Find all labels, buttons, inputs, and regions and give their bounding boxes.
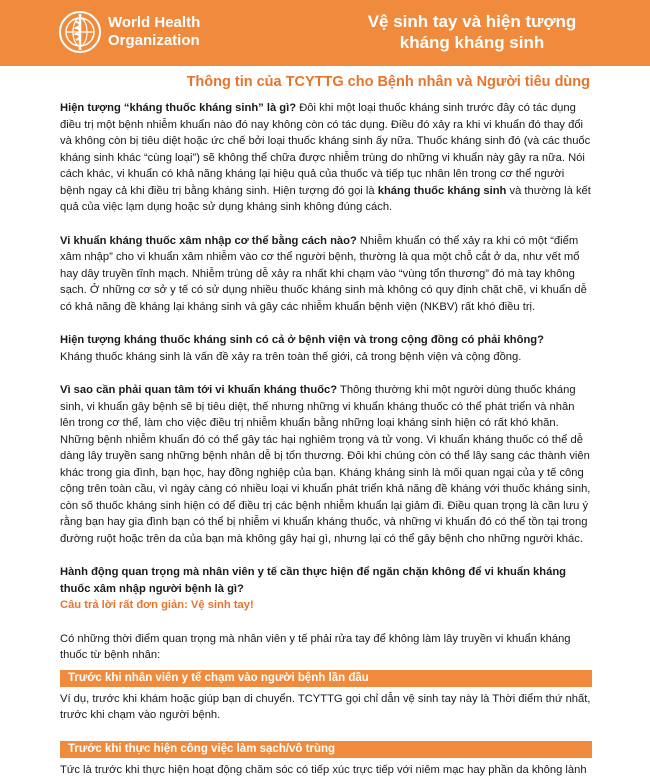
answer-text: Thông thường khi một người dùng thuốc kháng sinh, vi khuẩn gây bệnh sẽ bị tiêu diệt, thế nhưng những vi khuẩn kháng thuốc có thể phát triển và nhân lên trong cơ thể, làm cho việc điều trị nhiễm khuẩn bằng những loại kháng sinh hiện có rất khó khăn. Những bệnh nhiễm khuẩn đó có thể gây tác hại nghiêm trọng và tử vong. Vi khuẩn kháng thuốc có thể dễ dàng lây truyền sang những bệnh nhân dễ bị tổn thương. Đôi khi chúng còn có thể lây sang các thành viên khác trong gia đình, bạn học, hay đồng nghiệp của bạn. Kháng kháng sinh là mối quan ngại của y tế công cộng trên toàn cầu, vì ngày càng có nhiều loại vi khuẩn phát triển khả năng đề kháng với thuốc kháng sinh, còn số thuốc kháng sinh hiện có để điều trị các bệnh nhiễm khuẩn lại giảm đi. Điều quan trọng là cần lưu ý rằng bạn hay gia đình bạn có thể bị nhiễm vi khuẩn kháng thuốc, và những vi khuẩn đó có thể tồn tại trong đường ruột hoặc trên da của bạn mà không gây hại gì, nhưng lại có thể gây bệnh cho những người khác. [60, 384, 590, 545]
moment-2-heading: Trước khi thực hiện công việc làm sạch/vô trùng [60, 741, 592, 758]
emphasis: kháng thuốc kháng sinh [378, 185, 507, 197]
question: Vì sao cần phải quan tâm tới vi khuẩn kháng thuốc? [60, 384, 337, 396]
section-what-is-resistance [60, 100, 592, 216]
answer-text: và thường là kết quả của việc lạm dụng hoặc sử dụng kháng sinh không đúng cách. [60, 185, 591, 214]
section-why-care [60, 382, 592, 547]
org-line-1: World Health [108, 14, 200, 32]
question: Vi khuẩn kháng thuốc xâm nhập cơ thể bằng cách nào? [60, 235, 357, 247]
document-body [60, 100, 592, 778]
question: Hành động quan trọng mà nhân viên y tế cần thực hiện để ngăn chặn không để vi khuẩn kháng thuốc xâm nhập người bệnh là gì? [60, 566, 566, 595]
org-line-2: Organization [108, 32, 200, 50]
moment-2-text: Tức là trước khi thực hiện hoạt động chăm sóc có tiếp xúc trực tiếp với niêm mạc hay phần da không lành [60, 762, 592, 778]
moment-1-heading: Trước khi nhân viên y tế chạm vào người bệnh lần đầu [60, 670, 592, 687]
question: Hiện tượng “kháng thuốc kháng sinh” là gì? [60, 102, 296, 114]
document-title [352, 11, 592, 53]
section-hospital-community [60, 332, 592, 365]
title-line-2: kháng kháng sinh [352, 32, 592, 53]
section-key-moments-intro: Có những thời điểm quan trọng mà nhân viên y tế phải rửa tay để không làm lây truyền vi khuẩn kháng thuốc từ bệnh nhân: [60, 631, 592, 664]
organization-name [108, 14, 200, 50]
header-banner [0, 0, 650, 66]
question: Hiện tượng kháng thuốc kháng sinh có cả ở bệnh viện và trong cộng đồng có phải không? [60, 334, 544, 346]
section-how-enter-body [60, 233, 592, 316]
answer-highlight: Câu trả lời rất đơn giản: Vệ sinh tay! [60, 599, 254, 611]
title-line-1: Vệ sinh tay và hiện tượng [352, 11, 592, 32]
who-emblem-icon [58, 10, 102, 54]
moment-1-text: Ví dụ, trước khi khám hoặc giúp bạn di chuyển. TCYTTG gọi chỉ dẫn vệ sinh tay này là Thời điểm thứ nhất, trước khi chạm vào người bệnh. [60, 691, 592, 724]
page-subtitle: Thông tin của TCYTTG cho Bệnh nhân và Người tiêu dùng [60, 74, 590, 90]
answer-text: Đôi khi một loại thuốc kháng sinh trước đây có tác dụng điều trị một bệnh nhiễm khuẩn nào đó nay không còn có tác dụng. Điều đó xảy ra khi vi khuẩn đó thay đổi và không còn bị tiêu diệt hoặc ức chế bởi loại thuốc kháng sinh ấy nữa. Thuốc kháng sinh đó (và các thuốc kháng sinh khác “cùng loại”) sẽ không thể chữa được nhiễm trùng do những vi khuẩn này gây ra nữa. Nói cách khác, vi khuẩn có khả năng kháng lại hiệu quả của thuốc và tiếp tục nhân lên trong cơ thể người bệnh ngay cả khi điều trị bằng kháng sinh. Hiện tượng đó gọi là [60, 102, 590, 197]
answer-text: Kháng thuốc kháng sinh là vấn đề xảy ra trên toàn thế giới, cả trong bệnh viện và cộng đồng. [60, 351, 521, 363]
section-key-action [60, 564, 592, 614]
answer-text: Nhiễm khuẩn có thể xảy ra khi có một “điểm xâm nhập” cho vi khuẩn xâm nhiễm vào cơ thể người bệnh, thường là qua một chỗ cắt ở da, như vết mổ hay dây truyền tĩnh mạch. Nhiễm trùng dễ xảy ra nhất khi chạm vào “vùng tổn thương” đó mà tay không sạch. Ở những cơ sở y tế có sử dụng nhiều thuốc kháng sinh mà không có quy định chặt chẽ, vi khuẩn dễ có khả năng đề kháng lại kháng sinh và gây các nhiễm khuẩn bệnh viện (NKBV) rất khó điều trị. [60, 235, 587, 313]
